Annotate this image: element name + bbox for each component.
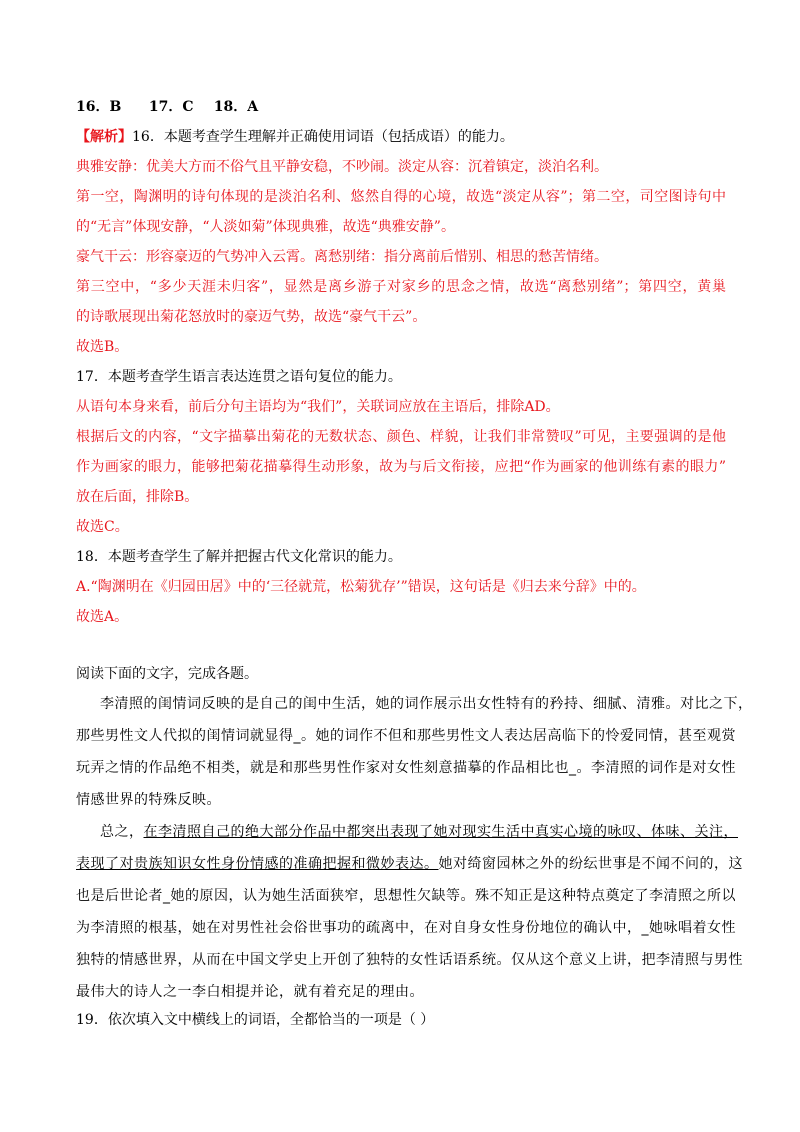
answer-17: 17．C [148,99,194,115]
q16-line-4: 豪气干云：形容豪迈的气势冲入云霄。离愁别绪：指分离前后惜别、相思的愁苦情绪。 [76,249,608,265]
underlined-sentence-part-1: 在李清照自己的绝大部分作品中都突出表现了她对现实生活中真实心境的咏叹、体味、关注， [143,824,738,840]
q16-line-2: 第一空，陶渊明的诗句体现的是淡泊名利、悠然自得的心境，故选“淡定从容”；第二空，司空图诗句中 [76,189,726,205]
q16-conclusion: 故选B。 [76,339,129,355]
passage-p2-lead: 总之， [100,824,144,840]
q17-line-4: 放在后面，排除B。 [76,489,199,505]
q17-line-2: 根据后文的内容，“文字描摹出菊花的无数状态、颜色、样貌，让我们非常赞叹”可见，主要强调的是他 [76,429,726,445]
q16-line-3: 的“无言”体现安静，“人淡如菊”体现典雅，故选“典雅安静”。 [76,219,455,235]
passage-p1-line-2: 那些男性文人代拟的闺情词就显得_。她的词作不但和那些男性文人表达居高临下的怜爱同情，甚至观赏 [76,728,736,744]
q16-line-1: 典雅安静：优美大方而不俗气且平静安稳，不吵闹。淡定从容：沉着镇定，淡泊名利。 [76,159,608,175]
passage-p2-line-5: 独特的情感世界，从而在中国文学史上开创了独特的女性话语系统。仅从这个意义上讲，把李清照与男性 [76,952,743,968]
passage-p2-line-3: 也是后世论者_她的原因，认为她生活面狭窄，思想性欠缺等。殊不知正是这种特点奠定了李清照之所以 [76,888,736,904]
passage-p2-line-4: 为李清照的根基，她在对男性社会俗世事功的疏离中，在对自身女性身份地位的确认中，_她咏唱着女性 [76,920,736,936]
passage-p2-line-1 [100,822,738,842]
q16-intro-text: 16．本题考查学生理解并正确使用词语（包括成语）的能力。 [132,129,514,145]
q16-line-6: 的诗歌展现出菊花怒放时的豪迈气势，故选“豪气干云”。 [76,309,427,325]
passage-p2-line-2-rest: 她对绮窗园林之外的纷纭世事是不闻不问的，这 [438,856,743,872]
answer-18: 18．A [213,99,259,115]
q18-intro: 18．本题考查学生了解并把握古代文化常识的能力。 [76,549,402,565]
q17-conclusion: 故选C。 [76,519,129,535]
answer-key [76,97,726,117]
passage-p1-line-4: 情感世界的特殊反映。 [76,792,221,808]
passage-p1-line-1: 李清照的闺情词反映的是自己的闺中生活，她的词作展示出女性特有的矜持、细腻、清雅。对比之下， [100,696,753,712]
q18-conclusion: 故选A。 [76,609,129,625]
passage-p1-line-3: 玩弄之情的作品绝不相类，就是和那些男性作家对女性刻意描摹的作品相比也_。李清照的词作是对女性 [76,760,736,776]
analysis-q16-intro [76,127,726,147]
reading-instruction: 阅读下面的文字，完成各题。 [76,666,258,682]
answer-16: 16．B [76,99,122,115]
q16-line-5: 第三空中，“多少天涯未归客”，显然是离乡游子对家乡的思念之情，故选“离愁别绪”；第四空，黄巢 [76,279,726,295]
underlined-sentence-part-2: 表现了对贵族知识女性身份情感的准确把握和微妙表达。 [76,856,439,872]
question-19: 19．依次填入文中横线上的词语，全都恰当的一项是（ ） [76,1012,435,1028]
passage-p2-line-6: 最伟大的诗人之一李白相提并论，就有着充足的理由。 [76,984,424,1000]
q17-line-1: 从语句本身来看，前后分句主语均为“我们”，关联词应放在主语后，排除AD。 [76,399,560,415]
q17-line-3: 作为画家的眼力，能够把菊花描摹得生动形象，故为与后文衔接，应把“作为画家的他训练有素的眼力” [76,459,726,475]
passage-p2-line-2 [76,854,743,874]
q18-line-1: A.“陶渊明在《归园田居》中的‘三径就荒，松菊犹存’”错误，这句话是《归去来兮辞》中的。 [76,579,646,595]
analysis-tag: 【解析】 [76,129,132,145]
q17-intro: 17．本题考查学生语言表达连贯之语句复位的能力。 [76,369,402,385]
